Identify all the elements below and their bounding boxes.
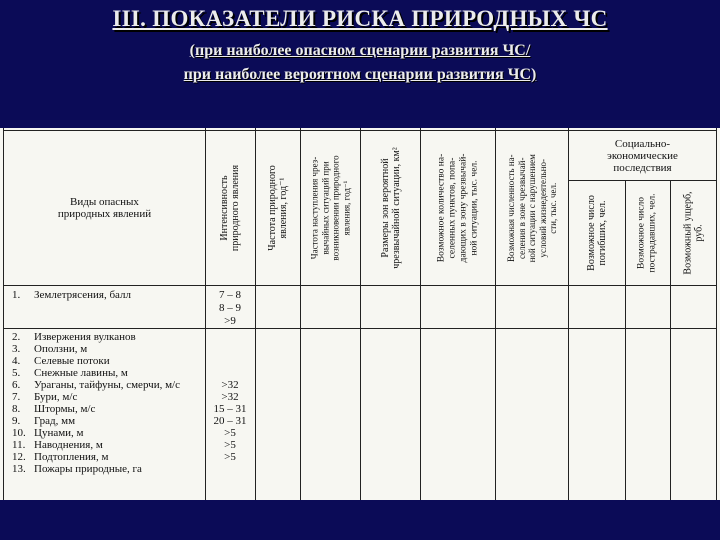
row-number: 5. xyxy=(12,367,21,379)
row-number: 9. xyxy=(12,415,21,427)
row-value: >5 xyxy=(224,427,236,439)
row-number: 1. xyxy=(12,289,21,301)
slide-subtitle-line1: (при наиболее опасном сценарии развития ЧС/ xyxy=(189,42,531,59)
header-emergency-frequency: Частота наступления чрез- вычайных ситуаций при возникновении природного явления, год⁻¹ xyxy=(309,155,352,261)
row-number: 2. xyxy=(12,331,21,343)
row-name: Ураганы, тайфуны, смерчи, м/с xyxy=(34,379,180,391)
row-value: >32 xyxy=(221,391,239,403)
row-value: >5 xyxy=(224,439,236,451)
row-name: Бури, м/с xyxy=(34,391,78,403)
risk-table-scan xyxy=(0,128,720,500)
row-name: Цунами, м xyxy=(34,427,84,439)
row-value: >32 xyxy=(221,379,239,391)
row-number: 10. xyxy=(12,427,26,439)
row-name: Оползни, м xyxy=(34,343,88,355)
row-name: Подтопления, м xyxy=(34,451,109,463)
header-population: Возможная численность на- селения в зоне чрезвычай- ной ситуации с нарушением условий жизнедеятельно- сти, тыс. чел. xyxy=(505,153,558,263)
header-dead: Возможное число погибших, чел. xyxy=(586,195,609,271)
row-number: 6. xyxy=(12,379,21,391)
header-intensity: Интенсивность природного явления xyxy=(219,164,242,252)
row-value: 8 – 9 xyxy=(219,302,241,314)
row-number: 12. xyxy=(12,451,26,463)
header-settlements: Возможное количество на- селенных пунктов, попа- дающих в зону чрезвычай- ной ситуации, тыс. чел. xyxy=(436,153,480,263)
header-injured: Возможное число пострадавших, чел. xyxy=(637,193,659,273)
row-number: 11. xyxy=(12,439,26,451)
row-value: 7 – 8 xyxy=(219,289,241,301)
row-number: 8. xyxy=(12,403,21,415)
slide-subtitle-line2: при наиболее вероятном сценарии развития ЧС) xyxy=(183,66,537,83)
row-value: >5 xyxy=(224,451,236,463)
row-name: Град, мм xyxy=(34,415,76,427)
slide-footer-band xyxy=(0,500,720,540)
row-number: 7. xyxy=(12,391,21,403)
header-damage: Возможный ущерб, руб. xyxy=(682,191,705,275)
header-zone-size: Размеры зон вероятной чрезвычайной ситуации, км² xyxy=(379,147,402,269)
slide-title: III. ПОКАЗАТЕЛИ РИСКА ПРИРОДНЫХ ЧС xyxy=(112,6,608,31)
row-number: 13. xyxy=(12,463,26,475)
header-frequency: Частота природного явления, год⁻¹ xyxy=(267,165,289,251)
row-number: 4. xyxy=(12,355,21,367)
row-value: >9 xyxy=(224,315,236,327)
row-name: Извержения вулканов xyxy=(34,331,136,343)
row-name: Землетрясения, балл xyxy=(34,289,132,301)
row-number: 3. xyxy=(12,343,21,355)
row-value: 20 – 31 xyxy=(213,415,247,427)
header-socio-economic: Социально-экономические последствия xyxy=(607,137,678,174)
row-name: Пожары природные, га xyxy=(34,463,142,475)
row-name: Штормы, м/с xyxy=(34,403,96,415)
row-value: 15 – 31 xyxy=(213,403,247,415)
header-types: Виды опасных природных явлений xyxy=(57,196,152,220)
row-name: Снежные лавины, м xyxy=(34,367,128,379)
row-name: Селевые потоки xyxy=(34,355,110,367)
row-name: Наводнения, м xyxy=(34,439,103,451)
